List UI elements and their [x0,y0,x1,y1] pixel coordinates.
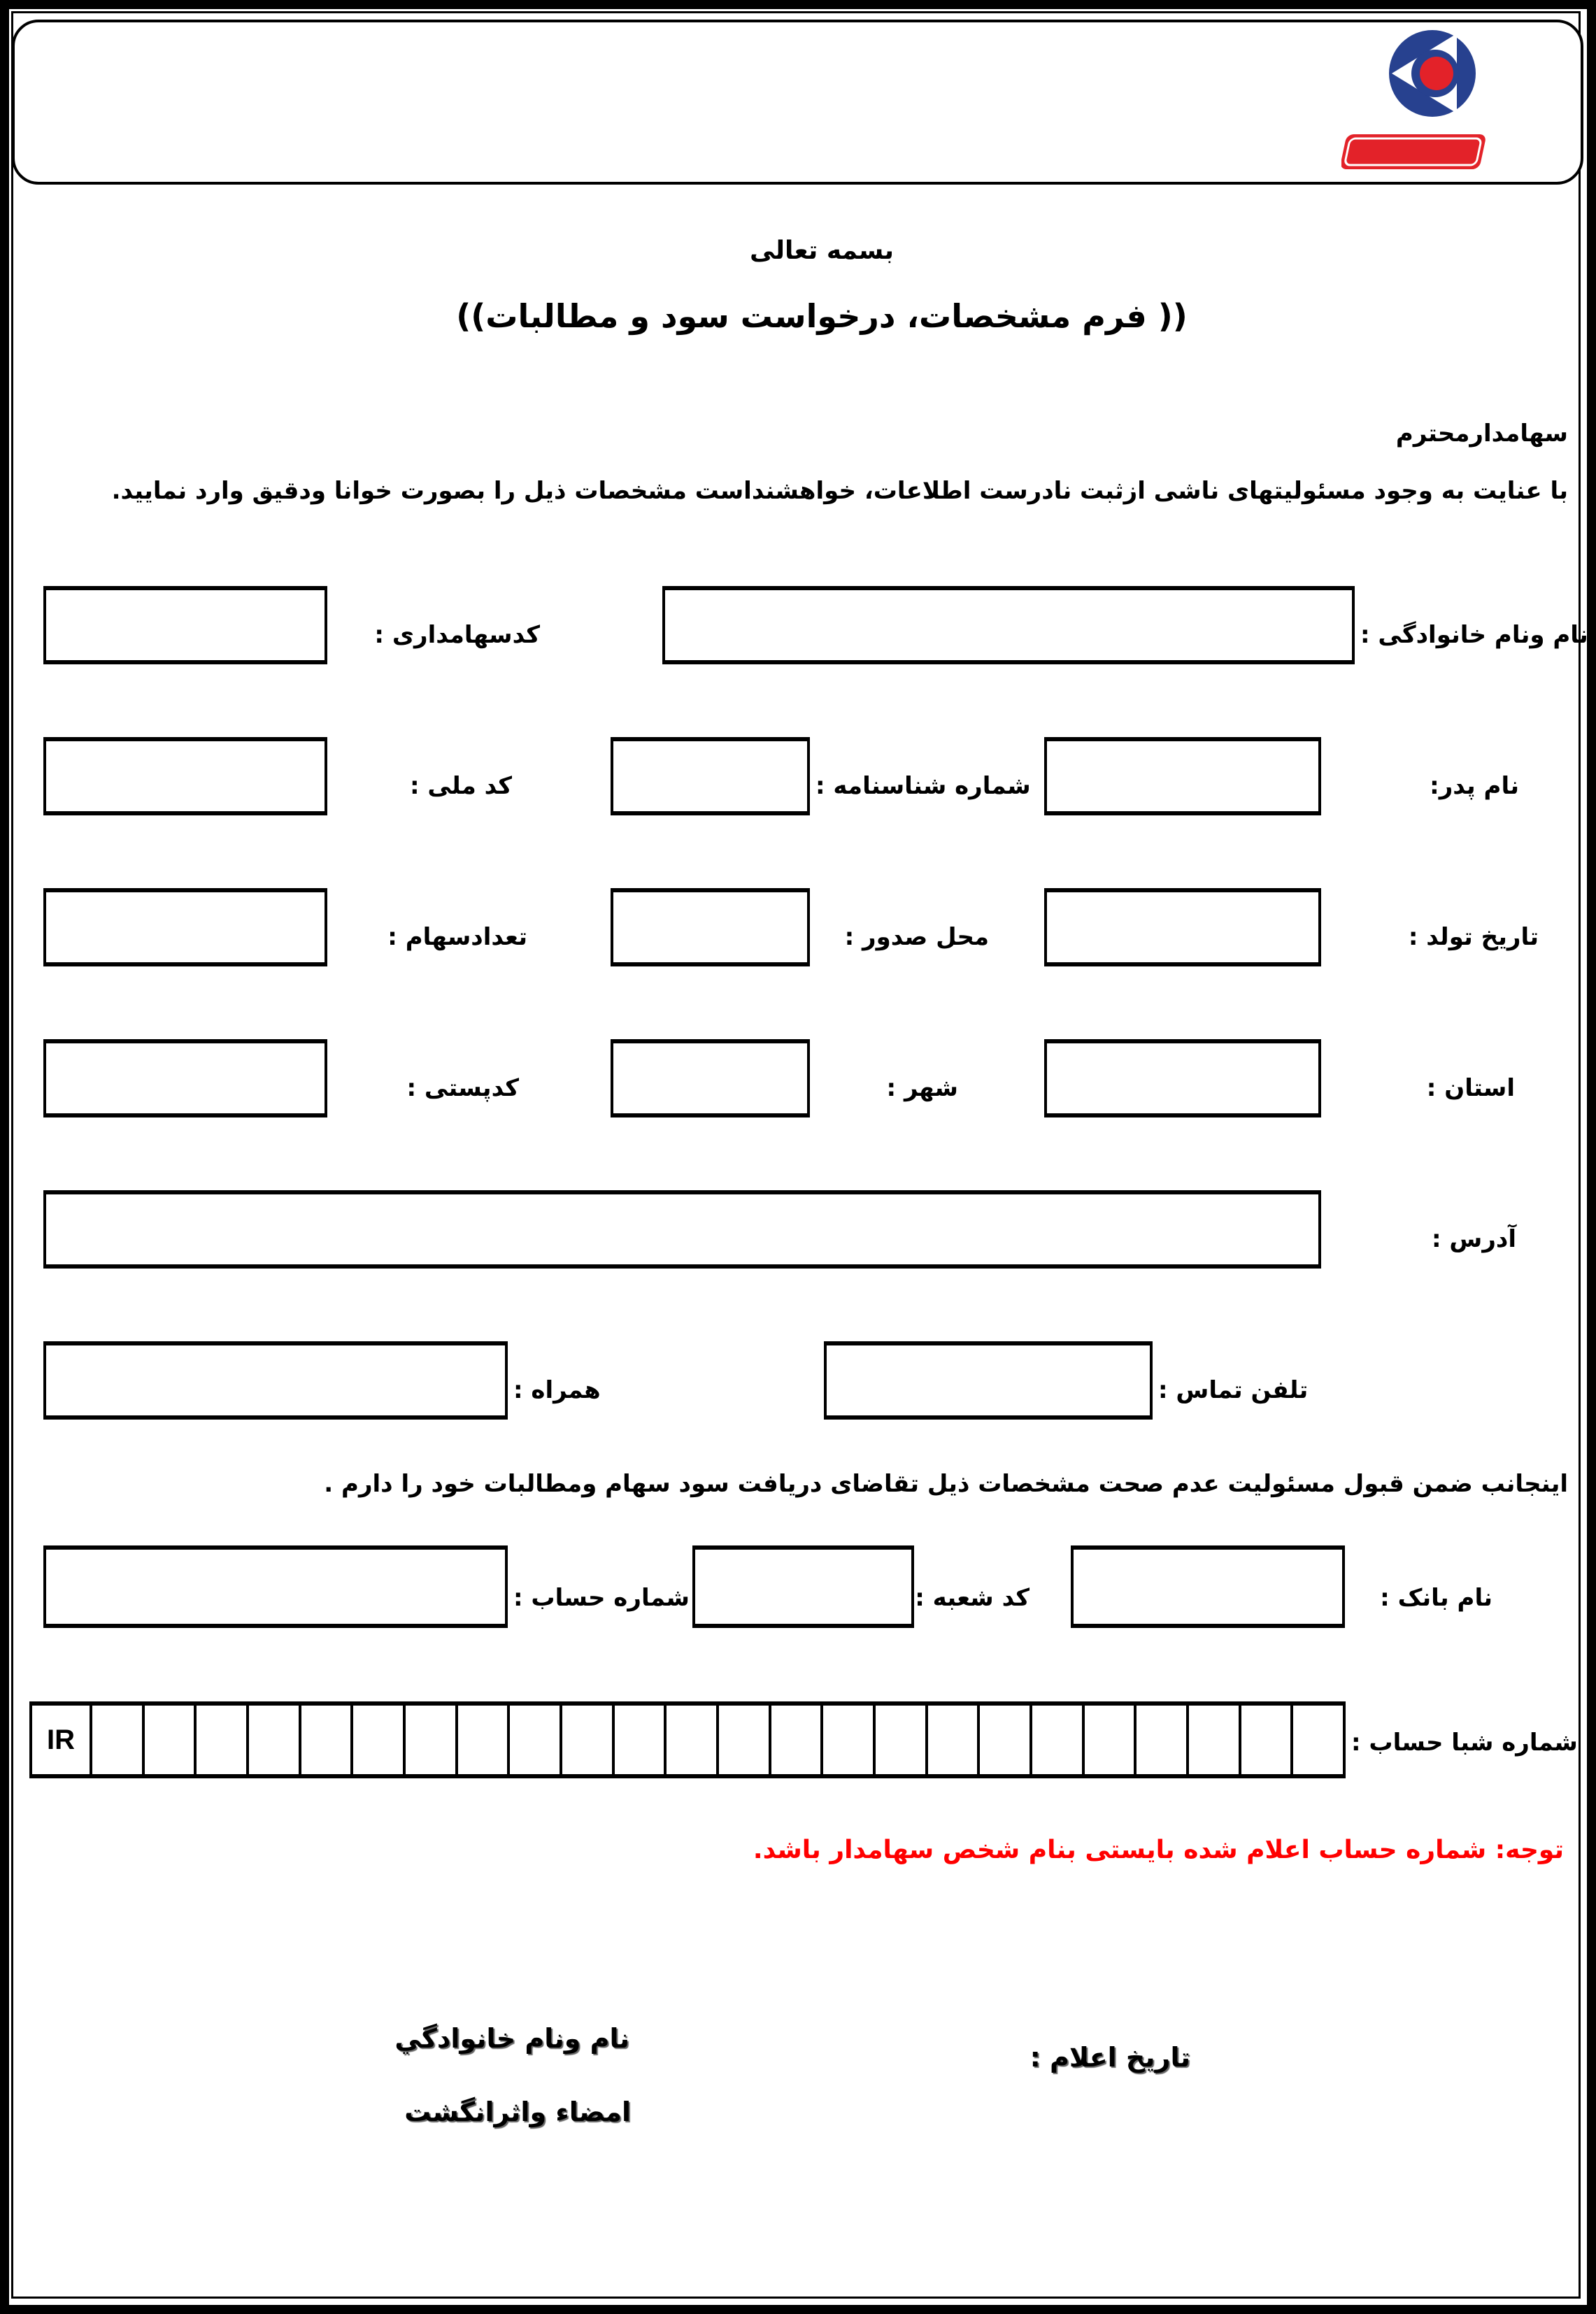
announce-date-label: تاریخ اعلام : [1029,2042,1190,2073]
account-number-label: شماره حساب : [513,1584,690,1612]
logo-wordmark [1341,134,1487,169]
iban-digit-cell[interactable] [925,1706,978,1774]
iban-digit-cell[interactable] [664,1706,716,1774]
father-name-label: نام پدر: [1430,772,1519,800]
full-name-label: نام ونام خانوادگی : [1360,621,1588,649]
issue-place-label: محل صدور : [844,923,989,951]
iban-digit-cell[interactable] [350,1706,403,1774]
id-number-field[interactable] [611,737,810,815]
page-frame [11,11,1581,2299]
address-label: آدرس : [1431,1225,1516,1253]
shareholder-code-field[interactable] [43,586,327,664]
iban-digit-cell[interactable] [873,1706,925,1774]
issue-place-field[interactable] [611,888,810,966]
bank-name-label: نام بانک : [1380,1584,1492,1612]
iban-digit-cell[interactable] [246,1706,299,1774]
signature-sign-label: امضاء واثرانگشت [404,2097,631,2127]
iban-digit-cell[interactable] [1082,1706,1134,1774]
id-number-label: شماره شناسنامه : [815,772,1031,800]
iban-digit-cell[interactable] [716,1706,769,1774]
invocation-text: بسمه تعالی [750,236,894,265]
iban-digit-cell[interactable] [977,1706,1029,1774]
iban-digit-cell[interactable] [1134,1706,1186,1774]
father-name-field[interactable] [1044,737,1321,815]
logo-emblem-icon [1341,28,1523,175]
iban-digit-cell[interactable] [612,1706,664,1774]
iban-field[interactable] [29,1701,1346,1778]
company-logo [1341,28,1523,175]
full-name-field[interactable] [662,586,1355,664]
form-title: (( فرم مشخصات، درخواست سود و مطالبات)) [456,297,1188,335]
commitment-text: اینجانب ضمن قبول مسئولیت عدم صحت مشخصات ذیل تقاضای دریافت سود سهام ومطالبات خود را دارم . [324,1470,1568,1498]
province-field[interactable] [1044,1039,1321,1117]
mobile-field[interactable] [43,1341,508,1420]
iban-digit-cell[interactable] [299,1706,351,1774]
iban-digit-cell[interactable] [1029,1706,1082,1774]
postal-code-field[interactable] [43,1039,327,1117]
iban-digit-cell[interactable] [194,1706,246,1774]
birth-date-label: تاریخ تولد : [1408,923,1539,951]
iban-digit-cell[interactable] [1290,1706,1343,1774]
national-code-label: کد ملی : [409,772,512,800]
iban-digit-cell[interactable] [90,1706,142,1774]
city-field[interactable] [611,1039,810,1117]
iban-prefix: IR [47,1724,75,1755]
branch-code-label: کد شعبه : [915,1584,1029,1612]
birth-date-field[interactable] [1044,888,1321,966]
iban-digit-cell[interactable] [403,1706,455,1774]
iban-digit-cell[interactable] [1186,1706,1239,1774]
instruction-text: با عنایت به وجود مسئولیتهای ناشی ازثبت نادرست اطلاعات، خواهشنداست مشخصات ذیل را بصورت خوانا ودقیق وارد نمایید. [111,477,1568,505]
iban-digit-cell[interactable] [820,1706,873,1774]
address-field[interactable] [43,1190,1321,1269]
signature-name-label: نام ونام خانوادگي [394,2023,629,2054]
postal-code-label: کدپستی : [406,1074,519,1102]
phone-field[interactable] [824,1341,1153,1420]
shareholder-code-label: کدسهامداری : [374,621,540,649]
branch-code-field[interactable] [692,1545,914,1628]
iban-digit-cell[interactable] [560,1706,612,1774]
iban-digit-cell[interactable] [455,1706,508,1774]
mobile-label: همراه : [513,1376,601,1404]
iban-label: شماره شبا حساب : [1351,1729,1578,1757]
note-text: توجه: شماره حساب اعلام شده بایستی بنام شخص سهامدار باشد. [753,1836,1564,1864]
share-count-field[interactable] [43,888,327,966]
national-code-field[interactable] [43,737,327,815]
iban-digit-cell[interactable] [769,1706,821,1774]
city-label: شهر : [886,1074,958,1102]
salutation-text: سهامدارمحترم [1395,420,1568,448]
phone-label: تلفن تماس : [1158,1376,1309,1404]
bank-name-field[interactable] [1071,1545,1345,1628]
iban-digit-cell[interactable] [1239,1706,1291,1774]
province-label: استان : [1426,1074,1515,1102]
account-number-field[interactable] [43,1545,508,1628]
iban-digit-cell[interactable] [142,1706,194,1774]
share-count-label: تعدادسهام : [387,923,527,951]
iban-digit-cell[interactable] [507,1706,560,1774]
